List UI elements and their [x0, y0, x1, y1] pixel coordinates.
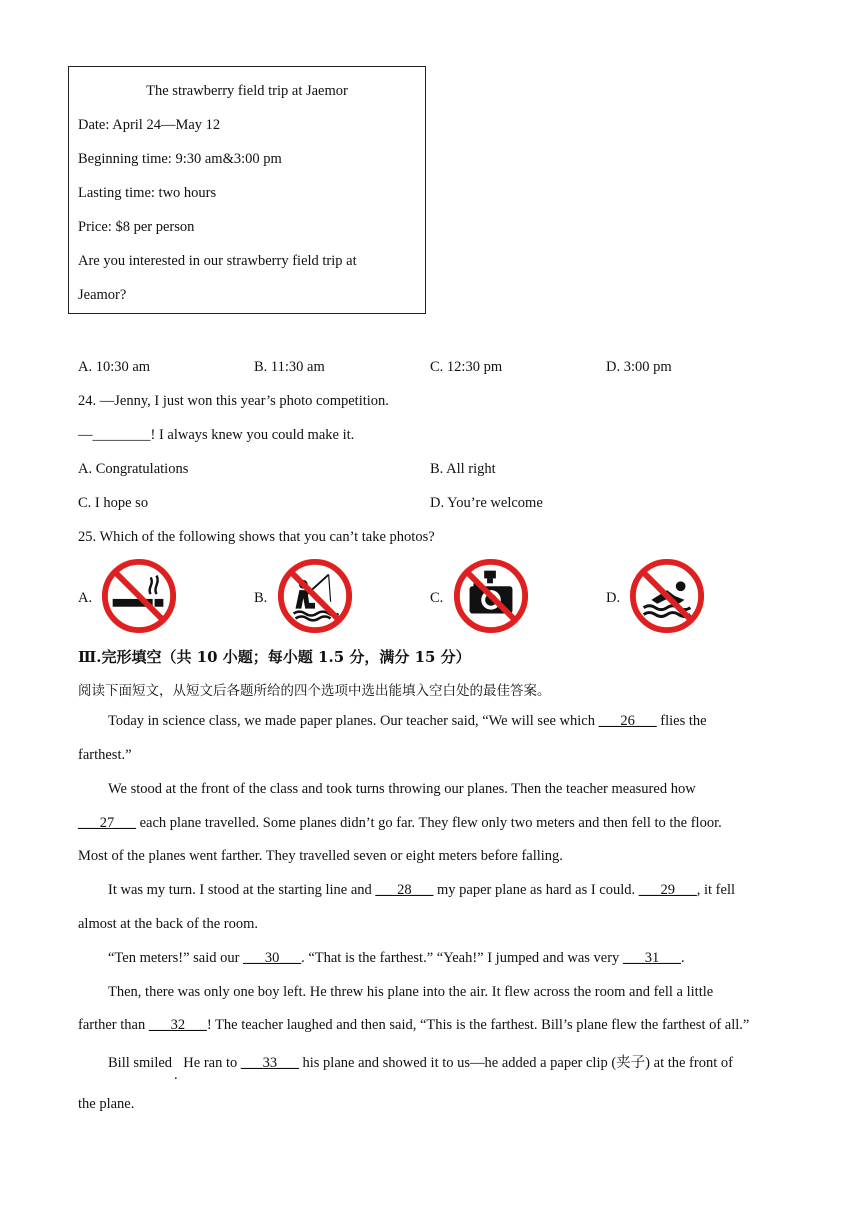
- notice-date: Date: April 24—May 12: [78, 117, 221, 133]
- q24-stem: 24. —Jenny, I just won this year’s photo competition.: [78, 393, 389, 409]
- q23-option-d[interactable]: D. 3:00 pm: [606, 359, 672, 375]
- passage-p1-line1: [108, 713, 707, 730]
- q23-option-c[interactable]: C. 12:30 pm: [430, 359, 503, 375]
- passage-text: He ran to: [179, 1055, 241, 1071]
- passage-p6-line2: the plane.: [78, 1096, 135, 1112]
- passage-p2-line2: [78, 815, 722, 832]
- blank-33[interactable]: ___33___: [240, 1055, 299, 1071]
- notice-title: The strawberry field trip at Jaemor: [146, 83, 348, 99]
- blank-30[interactable]: ___30___: [243, 950, 302, 966]
- blank-32[interactable]: ___32___: [148, 1017, 207, 1033]
- passage-text: “Ten meters!” said our: [108, 950, 244, 966]
- notice-beginning-time: Beginning time: 9:30 am&3:00 pm: [78, 151, 282, 167]
- passage-p3-line2: almost at the back of the room.: [78, 916, 258, 932]
- passage-text: farther than: [78, 1017, 149, 1033]
- passage-text: .: [680, 950, 685, 966]
- passage-p4-line1: [108, 950, 685, 967]
- notice-price: Price: $8 per person: [78, 219, 195, 235]
- blank-28[interactable]: ___28___: [375, 882, 434, 898]
- period-mark: .: [174, 1067, 178, 1083]
- blank-31[interactable]: ___31___: [622, 950, 681, 966]
- passage-text: , it fell: [696, 882, 736, 898]
- passage-p3-line1: [108, 882, 735, 899]
- passage-p6-line1: [108, 1051, 733, 1083]
- blank-29[interactable]: ___29___: [638, 882, 697, 898]
- no-swimming-icon[interactable]: [628, 557, 706, 635]
- q24-reply: —________! I always knew you could make it.: [78, 427, 355, 443]
- q24-option-a[interactable]: A. Congratulations: [78, 461, 189, 477]
- passage-text: It was my turn. I stood at the starting line and: [108, 882, 376, 898]
- passage-text: Bill smiled: [108, 1055, 173, 1071]
- passage-text: each plane travelled. Some planes didn’t go far. They flew only two meters and then fell to the floor.: [136, 815, 722, 831]
- q25-option-b-label[interactable]: B.: [254, 590, 268, 606]
- passage-p2-line3: Most of the planes went farther. They travelled seven or eight meters before falling.: [78, 848, 563, 864]
- q23-option-b[interactable]: B. 11:30 am: [254, 359, 325, 375]
- notice-question-line1: Are you interested in our strawberry field trip at: [78, 253, 357, 269]
- passage-p5-line1: Then, there was only one boy left. He threw his plane into the air. It flew across the room and fell a little: [108, 984, 714, 1000]
- blank-26[interactable]: ___26___: [598, 713, 657, 729]
- q25-option-c-label[interactable]: C.: [430, 590, 444, 606]
- no-smoking-icon[interactable]: [100, 557, 178, 635]
- passage-text: flies the: [656, 713, 707, 729]
- notice-question-line2: Jeamor?: [78, 287, 127, 303]
- notice-lasting-time: Lasting time: two hours: [78, 185, 217, 201]
- q25-option-a-label[interactable]: A.: [78, 590, 93, 606]
- section-title: Ⅲ.完形填空（共 10 小题；每小题 1.5 分，满分 15 分）: [78, 648, 471, 666]
- passage-p5-line2: [78, 1017, 749, 1034]
- q24-option-b[interactable]: B. All right: [430, 461, 496, 477]
- q24-option-d[interactable]: D. You’re welcome: [430, 495, 543, 511]
- blank-27[interactable]: ___27___: [78, 815, 136, 831]
- no-fishing-icon[interactable]: [276, 557, 354, 635]
- passage-p2-line1: We stood at the front of the class and took turns throwing our planes. Then the teacher measured how: [108, 781, 696, 797]
- passage-text: Today in science class, we made paper planes. Our teacher said, “We will see which: [108, 713, 599, 729]
- q23-option-a[interactable]: A. 10:30 am: [78, 359, 151, 375]
- no-photography-icon[interactable]: [452, 557, 530, 635]
- q24-option-c[interactable]: C. I hope so: [78, 495, 149, 511]
- passage-p1-line2: farthest.”: [78, 747, 132, 763]
- passage-text: my paper plane as hard as I could.: [433, 882, 639, 898]
- passage-text: ! The teacher laughed and then said, “This is the farthest. Bill’s plane flew the farthest of all.”: [206, 1017, 750, 1033]
- passage-text: . “That is the farthest.” “Yeah!” I jumped and was very: [301, 950, 623, 966]
- q25-stem: 25. Which of the following shows that you can’t take photos?: [78, 529, 435, 545]
- q25-option-d-label[interactable]: D.: [606, 590, 621, 606]
- passage-text: his plane and showed it to us—he added a paper clip (夹子) at the front of: [298, 1055, 733, 1071]
- notice-box: [68, 66, 426, 314]
- section-instruction: 阅读下面短文，从短文后各题所给的四个选项中选出能填入空白处的最佳答案。: [78, 683, 551, 699]
